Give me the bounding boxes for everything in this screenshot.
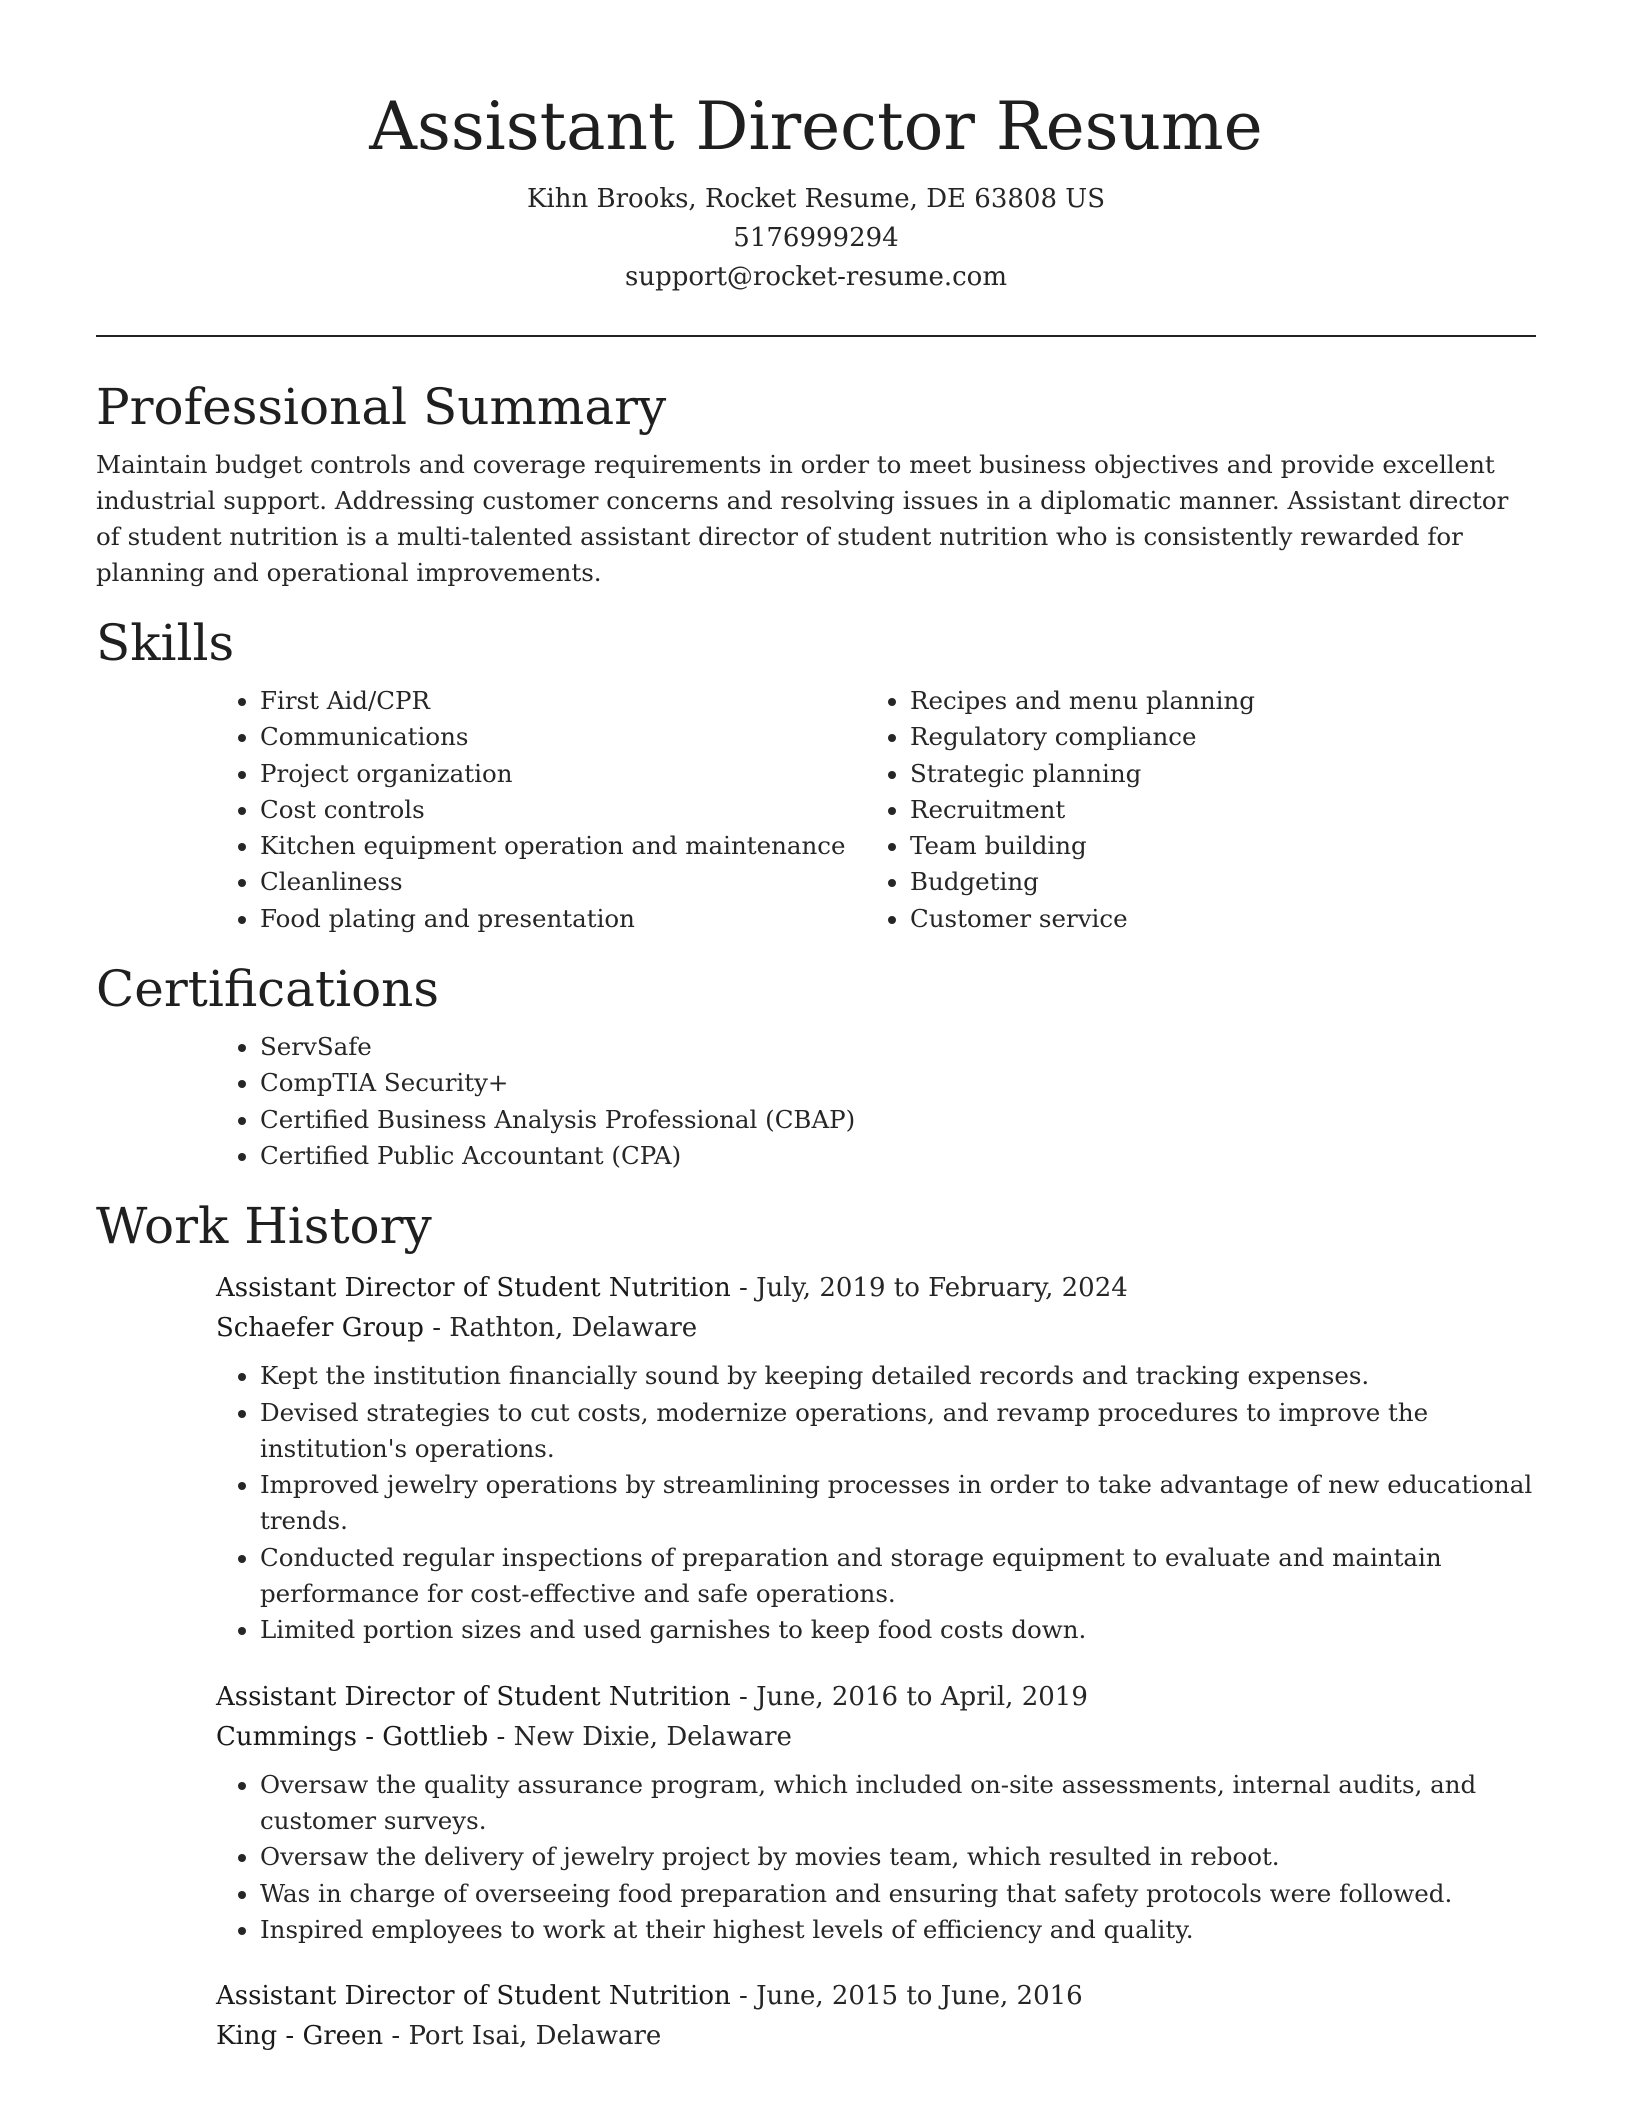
skill-item: • First Aid/CPR	[260, 683, 866, 719]
certifications-heading: Certifications	[96, 960, 440, 1019]
skill-item: • Communications	[260, 719, 866, 755]
certification-item: • CompTIA Security+	[260, 1065, 1536, 1101]
job-company: Schaefer Group	[216, 1313, 424, 1344]
job-dates: - June, 2015 to June, 2016	[730, 1981, 1083, 2012]
certifications-list	[216, 1029, 1536, 1174]
skill-item: • Cleanliness	[260, 864, 866, 900]
job-dates: - July, 2019 to February, 2024	[730, 1273, 1128, 1304]
job-location: - New Dixie, Delaware	[488, 1721, 792, 1752]
header-divider	[96, 335, 1536, 337]
skills-heading: Skills	[96, 614, 235, 672]
job-company-line	[216, 1308, 1536, 1348]
skill-item: • Customer service	[910, 901, 1516, 937]
job-bullet: • Oversaw the delivery of jewelry project by movies team, which resulted in reboot.	[260, 1839, 1536, 1875]
job-bullet: • Devised strategies to cut costs, modernize operations, and revamp procedures to improve the institution's operations.	[260, 1395, 1536, 1468]
job-bullet: • Improved jewelry operations by streamlining processes in order to take advantage of new educational trends.	[260, 1467, 1536, 1540]
skill-item: • Cost controls	[260, 792, 866, 828]
skill-item: • Project organization	[260, 756, 866, 792]
skill-item: • Kitchen equipment operation and maintenance	[260, 828, 866, 864]
job-bullets	[216, 1358, 1536, 1648]
job-bullet: • Kept the institution financially sound by keeping detailed records and tracking expenses.	[260, 1358, 1536, 1394]
resume-header	[96, 0, 1536, 297]
certification-item: • Certified Business Analysis Professional (CBAP)	[260, 1102, 1536, 1138]
job-entry	[216, 1677, 1536, 1948]
job-location: - Rathton, Delaware	[423, 1313, 698, 1344]
summary-text: Maintain budget controls and coverage requirements in order to meet business objectives and provide excellent industrial support. Addressing customer concerns and resolving issues in a diplomatic manner. Assistant director of student nutrition is a multi-talented assistant director of student nutrition who is consistently rewarded for planning and operational improvements.	[96, 450, 1509, 587]
job-title: Assistant Director of Student Nutrition	[216, 1681, 731, 1712]
skills-column-right	[866, 683, 1516, 937]
job-title-line	[216, 1976, 1536, 2016]
page-title: Assistant Director Resume	[369, 88, 1263, 165]
skills-list-right	[866, 683, 1516, 937]
skill-item: • Food plating and presentation	[260, 901, 866, 937]
job-entry	[216, 1976, 1536, 2056]
job-title: Assistant Director of Student Nutrition	[216, 1981, 731, 2012]
job-company: King - Green	[216, 2021, 384, 2052]
skills-columns	[216, 683, 1536, 937]
job-entry	[216, 1268, 1536, 1648]
job-company-line	[216, 2016, 1536, 2056]
summary-heading: Professional Summary	[96, 378, 667, 436]
skills-column-left	[216, 683, 866, 937]
job-bullet: • Was in charge of overseeing food preparation and ensuring that safety protocols were followed.	[260, 1876, 1536, 1912]
skill-item: • Strategic planning	[910, 756, 1516, 792]
job-bullet: • Limited portion sizes and used garnishes to keep food costs down.	[260, 1612, 1536, 1648]
job-bullets	[216, 1767, 1536, 1948]
contact-phone: 5176999294	[733, 223, 899, 253]
job-title-line	[216, 1268, 1536, 1308]
job-company-line	[216, 1717, 1536, 1757]
work-history-heading: Work History	[96, 1197, 432, 1256]
skill-item: • Recruitment	[910, 792, 1516, 828]
contact-address: Kihn Brooks, Rocket Resume, DE 63808 US	[526, 184, 1106, 214]
skill-item: • Team building	[910, 828, 1516, 864]
job-location: - Port Isai, Delaware	[383, 2021, 662, 2052]
job-bullet: • Inspired employees to work at their highest levels of efficiency and quality.	[260, 1912, 1536, 1948]
skill-item: • Recipes and menu planning	[910, 683, 1516, 719]
job-title-line	[216, 1677, 1536, 1717]
skills-list-left	[216, 683, 866, 937]
job-dates: - June, 2016 to April, 2019	[730, 1681, 1088, 1712]
certifications-block	[216, 1029, 1536, 1174]
job-bullet: • Oversaw the quality assurance program, which included on-site assessments, internal audits, and customer surveys.	[260, 1767, 1536, 1840]
job-title: Assistant Director of Student Nutrition	[216, 1273, 731, 1304]
resume-page	[96, 0, 1536, 2056]
job-bullet: • Conducted regular inspections of preparation and storage equipment to evaluate and maintain performance for cost-effective and safe operations.	[260, 1540, 1536, 1613]
skill-item: • Regulatory compliance	[910, 719, 1516, 755]
contact-email: support@rocket-resume.com	[624, 262, 1007, 292]
certification-item: • ServSafe	[260, 1029, 1536, 1065]
skill-item: • Budgeting	[910, 864, 1516, 900]
job-company: Cummings - Gottlieb	[216, 1721, 489, 1752]
certification-item: • Certified Public Accountant (CPA)	[260, 1138, 1536, 1174]
